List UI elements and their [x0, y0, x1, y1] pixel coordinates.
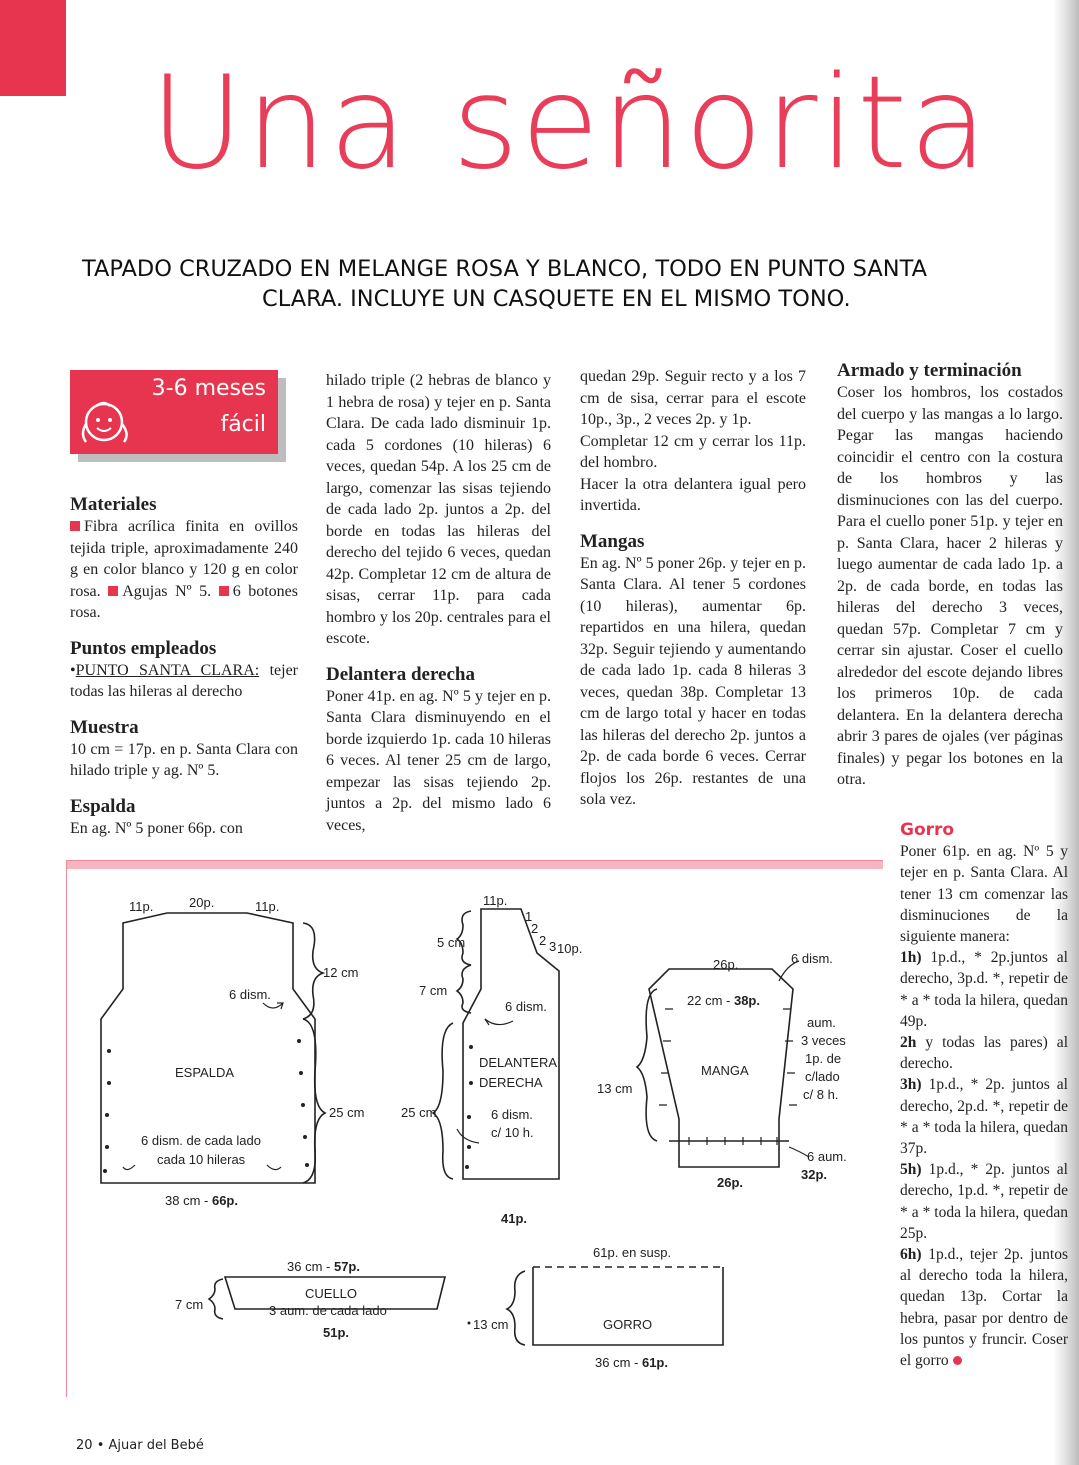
manga-13cm: 13 cm	[597, 1081, 633, 1096]
espalda-text: En ag. Nº 5 poner 66p. con	[70, 819, 243, 837]
delantera-continued: quedan 29p. Seguir recto y a los 7 cm de sisa, cerrar para el escote 10p., 3p., 2 veces 2p. y 1p.	[580, 368, 806, 428]
delantera-dec-3: 2	[539, 933, 547, 948]
cuello-bottom: 51p.	[323, 1325, 350, 1340]
magazine-name: Ajuar del Bebé	[108, 1438, 204, 1453]
corner-color-block	[0, 0, 66, 96]
espalda-top-center: 20p.	[189, 895, 215, 910]
delantera-label-2: DERECHA	[479, 1075, 543, 1090]
espalda-bottom: 38 cm - 66p.	[165, 1193, 238, 1208]
manga-32p: 32p.	[801, 1167, 828, 1182]
delantera-note-2: c/ 10 h.	[491, 1125, 534, 1140]
espalda-note-2: cada 10 hileras	[157, 1152, 246, 1167]
gorro-label: GORRO	[603, 1317, 653, 1332]
gorro-13cm: 13 cm	[473, 1317, 509, 1332]
puntos-text: •PUNTO SANTA CLARA: tejer todas las hileras al derecho	[70, 661, 298, 700]
square-bullet-icon	[108, 586, 118, 596]
manga-bottom: 26p.	[717, 1175, 744, 1190]
armado-text: Coser los hombros, los costados del cuerpo y las mangas a lo largo. Pegar las mangas haciendo coincidir el centro con la costura de los hombros y las disminuciones con las del cuerpo. Para el cuello poner 51p. y tejer en p. Santa Clara, hacer 2 hileras y luego aumentar de cada lado 1p. a 2p. de cada borde, en todas las hileras del derecho 3 veces, quedan 57p. Completar 7 cm y cerrar sin ajustar. Coser el cuello alrededor del escote dejando libres los primeros 10p. de cada delantera. En la delantera derecha abrir 3 pares de ojales (ver páginas finales) y pegar los botones en la otra.	[837, 384, 1063, 788]
gorro-step-5: 5h) 1p.d., * 2p. juntos al derecho, 1p.d. *, repetir de * a * toda la hilera, quedan 25p.	[900, 1161, 1068, 1242]
gorro-step-1: 1h) 1p.d., * 2p.juntos al derecho, 3p.d. *, repetir de * a * toda la hilera, quedan 49p.	[900, 949, 1068, 1030]
cuello-top: 36 cm - 57p.	[287, 1259, 360, 1274]
gorro-step-3: 3h) 1p.d., * 2p. juntos al derecho, 2p.d. *, repetir de * a * toda la hilera, quedan 37p.	[900, 1076, 1068, 1158]
delantera-continued-2: Completar 12 cm y cerrar los 11p. del hombro.	[580, 432, 806, 471]
gorro-top: 61p. en susp.	[593, 1245, 672, 1260]
espalda-label: ESPALDA	[175, 1065, 235, 1080]
end-dot-icon	[953, 1356, 962, 1365]
manga-top: 26p.	[713, 957, 739, 972]
mangas-text: En ag. Nº 5 poner 26p. y tejer en p. Santa Clara. Al tener 5 cordones (10 hileras), aumentar 6p. repartidos en una hilera, quedan 32p. Seguir tejiendo y aumentando de cada lado 1p. cada 8 hileras 3 veces, quedan 38p. Completar 13 cm de largo total y hacer en todas las hileras del derecho 2p. juntos a 2p. de cada borde 6 veces. Cerrar flojos los 26p. restantes de una sola vez.	[580, 554, 806, 808]
delantera-text: Poner 41p. en ag. Nº 5 y tejer en p. Santa Clara disminuyendo en el borde izquierdo 1p. cada 10 hileras 6 veces. Al tener 25 cm de largo, empezar las sisas tejiendo 2p. juntos a 2p. del mismo lado 6 veces,	[326, 687, 551, 834]
delantera-bottom: 41p.	[501, 1211, 528, 1226]
muestra-heading: Muestra	[70, 716, 139, 738]
column-2	[326, 370, 551, 836]
espalda-12cm: 12 cm	[323, 965, 359, 980]
materiales-text: Fibra acrílica finita en ovillos tejida triple, aproximadamente 240 g en color blanco y 120 g en color rosa. Agujas Nº 5. 6 botones rosa.	[70, 518, 299, 621]
manga-dism: 6 dism.	[791, 951, 833, 966]
gorro-heading: Gorro	[900, 820, 955, 840]
delantera-top: 11p.	[483, 893, 508, 908]
delantera-dec-1: 1	[525, 909, 533, 924]
delantera-5cm: 5 cm	[437, 935, 466, 950]
column-4	[837, 360, 1063, 791]
espalda-top-left: 11p.	[129, 899, 154, 914]
delantera-7cm: 7 cm	[419, 983, 448, 998]
manga-aum-5: c/ 8 h.	[803, 1087, 839, 1102]
page-number: 20	[76, 1438, 93, 1453]
delantera-25cm: 25 cm	[401, 1105, 437, 1120]
manga-aum-2: 3 veces	[801, 1033, 846, 1048]
manga-label: MANGA	[701, 1063, 749, 1078]
baby-face-icon	[78, 398, 134, 448]
badge-age: 3-6 meses	[151, 376, 266, 401]
column-3	[580, 366, 806, 811]
difficulty-badge	[70, 370, 278, 454]
subtitle-line-2: CLARA. INCLUYE UN CASQUETE EN EL MISMO TONO.	[262, 286, 851, 312]
square-bullet-icon	[70, 521, 80, 531]
gorro-intro: Poner 61p. en ag. Nº 5 y tejer en p. Santa Clara. Al tener 13 cm comenzar las disminuciones de la siguiente manera:	[900, 843, 1068, 946]
manga-6aum: 6 aum.	[807, 1149, 847, 1164]
puntos-heading: Puntos empleados	[70, 637, 217, 659]
gorro-bottom: 36 cm - 61p.	[595, 1355, 668, 1370]
subtitle-line-1: TAPADO CRUZADO EN MELANGE ROSA Y BLANCO, TODO EN PUNTO SANTA	[82, 256, 927, 282]
delantera-continued-3: Hacer la otra delantera igual pero invertida.	[580, 475, 806, 514]
gorro-step-2: 2h y todas las pares) al derecho.	[900, 1034, 1068, 1073]
muestra-text: 10 cm = 17p. en p. Santa Clara con hilado triple y ag. Nº 5.	[70, 740, 298, 779]
delantera-dec-4: 3	[549, 939, 557, 954]
espalda-note-1: 6 dism. de cada lado	[141, 1133, 261, 1148]
column-1	[70, 494, 298, 839]
delantera-heading: Delantera derecha	[326, 663, 475, 685]
materiales-heading: Materiales	[70, 494, 157, 515]
manga-width: 22 cm - 38p.	[687, 993, 760, 1008]
armado-heading: Armado y terminación	[837, 360, 1022, 381]
footer-bullet: •	[96, 1438, 105, 1453]
gorro-step-6: 6h) 1p.d., tejer 2p. juntos al derecho toda la hilera, quedan 13p. Cortar la hebra, pasar por dentro de los puntos y fruncir. Coser el gorro	[900, 1246, 1069, 1370]
manga-aum-4: c/lado	[805, 1069, 840, 1084]
badge-level: fácil	[220, 412, 266, 437]
page-title: Una señorita	[150, 49, 990, 198]
manga-aum-3: 1p. de	[805, 1051, 842, 1066]
espalda-continued: hilado triple (2 hebras de blanco y 1 hebra de rosa) y tejer en p. Santa Clara. De cada lado disminuir 1p. cada 5 cordones (10 hileras) 6 veces, quedan 54p. A los 25 cm de largo, comenzar las sisas tejiendo de cada lado 2p. juntos a 2p. del borde en todas las hileras del derecho del tejido 6 veces, quedan 42p. Completar 12 cm de altura de sisas, cerrar 11p. para cada hombro y los 20p. centrales para el escote.	[326, 372, 551, 647]
pattern-diagram-box	[66, 860, 883, 1397]
espalda-heading: Espalda	[70, 795, 136, 817]
delantera-dec-2: 2	[531, 921, 539, 936]
mangas-heading: Mangas	[580, 530, 645, 552]
gorro-shape	[533, 1267, 723, 1345]
delantera-label-1: DELANTERA	[479, 1055, 558, 1070]
espalda-25cm: 25 cm	[329, 1105, 365, 1120]
manga-aum-1: aum.	[807, 1015, 836, 1030]
page-footer	[76, 1438, 204, 1453]
delantera-dism: 6 dism.	[505, 999, 547, 1014]
pattern-diagram	[67, 861, 883, 1397]
delantera-note-1: 6 dism.	[491, 1107, 533, 1122]
delantera-10p: 10p.	[557, 941, 583, 956]
gorro-column	[900, 820, 1068, 1371]
square-bullet-icon	[219, 586, 229, 596]
cuello-note: 3 aum. de cada lado	[269, 1303, 387, 1318]
espalda-top-right: 11p.	[255, 899, 280, 914]
espalda-dism: 6 dism.	[229, 987, 271, 1002]
cuello-label: CUELLO	[305, 1286, 358, 1301]
cuello-7cm: 7 cm	[175, 1297, 204, 1312]
